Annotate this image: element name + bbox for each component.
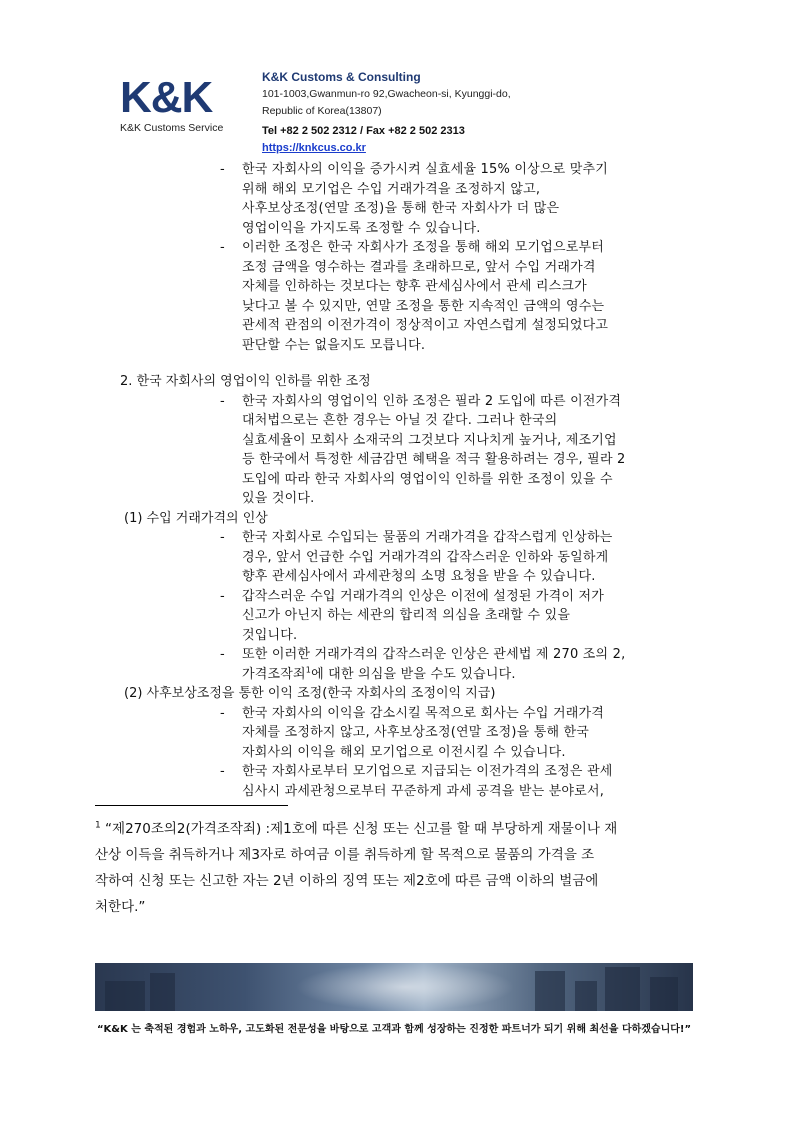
text-line: 경우, 앞서 언급한 수입 거래가격의 갑작스러운 인하와 동일하게: [242, 549, 609, 565]
address-line-2: Republic of Korea(13807): [262, 105, 382, 117]
text-line: 자체를 조정하지 않고, 사후보상조정(연말 조정)을 통해 한국: [242, 725, 590, 740]
text-line: 자체를 인하하는 것보다는 향후 관세심사에서 관세 리스크가: [242, 279, 587, 294]
bullet-item: [220, 160, 687, 238]
footnote-ref[interactable]: 1: [305, 665, 312, 675]
section-heading: 2. 한국 자회사의 영업이익 인하를 위한 조정: [120, 374, 371, 389]
footnote: [95, 816, 695, 920]
subsection-heading: (1) 수입 거래가격의 인상: [124, 510, 268, 526]
text-line: 한국 자회사로부터 모기업으로 지급되는 이전가격의 조정은 관세: [242, 764, 613, 779]
text-line: 것입니다.: [242, 627, 298, 643]
company-logo: [120, 73, 235, 134]
phone-fax: Tel +82 2 502 2312 / Fax +82 2 502 2313: [262, 125, 465, 137]
text-line: 작하여 신청 또는 신고한 자는 2년 이하의 징역 또는 제2호에 따른 금액 이하의 벌금에: [95, 873, 599, 889]
text-line: 한국 자회사의 이익을 증가시켜 실효세율 15% 이상으로 맞추기: [242, 162, 609, 177]
footnote-divider: [95, 805, 288, 806]
text-line: 심사시 과세관청으로부터 꾸준하게 과세 공격을 받는 분야로서,: [242, 783, 605, 799]
bullet-item: [220, 528, 687, 587]
logo-subtitle: K&K Customs Service: [120, 122, 224, 134]
company-name: K&K Customs & Consulting: [262, 70, 421, 84]
text-line: 위해 해외 모기업은 수입 거래가격을 조정하지 않고,: [242, 181, 541, 197]
bullet-dash: -: [220, 240, 225, 255]
text-line: 실효세율이 모회사 소재국의 그것보다 지나치게 높거나, 제조기업: [242, 432, 617, 448]
text-line: 한국 자회사로 수입되는 물품의 거래가격을 갑작스럽게 인상하는: [242, 530, 613, 545]
text-line: 대처법으로는 흔한 경우는 아닐 것 같다. 그러나 한국의: [242, 413, 558, 428]
bullet-item: [220, 392, 687, 509]
document-body: [0, 160, 793, 801]
text-line: [95, 816, 695, 842]
text-line: 신고가 아닌지 하는 세관의 합리적 의심을 초래할 수 있을: [242, 608, 571, 623]
website-link[interactable]: https://knkcus.co.kr: [262, 142, 366, 154]
bullet-dash: -: [220, 588, 225, 604]
bullet-dash: -: [220, 393, 225, 409]
text-line: 이러한 조정은 한국 자회사가 조정을 통해 해외 모기업으로부터: [242, 240, 605, 255]
text-line: 낮다고 볼 수 있지만, 연말 조정을 통한 지속적인 금액의 영수는: [242, 298, 605, 314]
logo-mark: K&K: [120, 73, 213, 122]
bullet-dash: -: [220, 647, 225, 662]
footer-tagline: “K&K 는 축적된 경험과 노하우, 고도화된 전문성을 바탕으로 고객과 함께 성장하는 진정한 파트너가 되기 위해 최선을 다하겠습니다!”: [96, 1024, 692, 1035]
text-line: 처한다.”: [95, 899, 146, 915]
text-line: 사후보상조정(연말 조정)을 통해 한국 자회사가 더 많은: [242, 201, 560, 216]
text-segment: “제270조의2(가격조작죄) :제1호에 따른 신청 또는 신고를 할 때 부당하게 재물이나 재: [105, 821, 618, 837]
bullet-dash: -: [220, 162, 225, 177]
text-line: [242, 665, 687, 685]
text-line: 도입에 따라 한국 자회사의 영업이익 인하를 위한 조정이 있을 수: [242, 471, 613, 487]
text-line: 조정 금액을 영수하는 결과를 초래하므로, 앞서 수입 거래가격: [242, 259, 596, 275]
text-line: 한국 자회사의 영업이익 인하 조정은 필라 2 도입에 따른 이전가격: [242, 393, 622, 409]
text-segment: 가격조작죄: [242, 666, 306, 682]
bullet-item: [220, 762, 687, 801]
text-line: 갑작스러운 수입 거래가격의 인상은 이전에 설정된 가격이 저가: [242, 588, 605, 604]
text-line: 한국 자회사의 이익을 감소시킬 목적으로 회사는 수입 거래가격: [242, 705, 605, 721]
bullet-dash: -: [220, 705, 225, 721]
text-line: 있을 것이다.: [242, 491, 315, 506]
text-line: 자회사의 이익을 해외 모기업으로 이전시킬 수 있습니다.: [242, 744, 566, 760]
bullet-item: [220, 587, 687, 646]
text-line: 산상 이득을 취득하거나 제3자로 하여금 이를 취득하게 할 목적으로 물품의 가격을 조: [95, 847, 595, 863]
text-segment: 에 대한 의심을 받을 수도 있습니다.: [311, 666, 516, 682]
bullet-dash: -: [220, 764, 225, 779]
address-line-1: 101-1003,Gwanmun-ro 92,Gwacheon-si, Kyunggi-do,: [262, 88, 511, 100]
text-line: 판단할 수는 없을지도 모릅니다.: [242, 337, 426, 353]
bullet-item: [220, 704, 687, 763]
footnote-marker: 1: [95, 820, 101, 831]
text-line: 등 한국에서 특정한 세금감면 혜택을 적극 활용하려는 경우, 필라 2: [242, 452, 626, 467]
footer-banner-image: [95, 963, 693, 1011]
bullet-item: [220, 238, 687, 355]
text-line: 관세적 관점의 이전가격이 정상적이고 자연스럽게 설정되었다고: [242, 318, 609, 333]
bullet-dash: -: [220, 530, 225, 545]
company-info: [262, 68, 511, 156]
subsection-heading: (2) 사후보상조정을 통한 이익 조정(한국 자회사의 조정이익 지급): [124, 686, 496, 701]
text-line: 영업이익을 가지도록 조정할 수 있습니다.: [242, 220, 481, 236]
text-line: 또한 이러한 거래가격의 갑작스러운 인상은 관세법 제 270 조의 2,: [242, 647, 626, 662]
bullet-item: [220, 645, 687, 684]
text-line: 향후 관세심사에서 과세관청의 소명 요청을 받을 수 있습니다.: [242, 569, 596, 584]
